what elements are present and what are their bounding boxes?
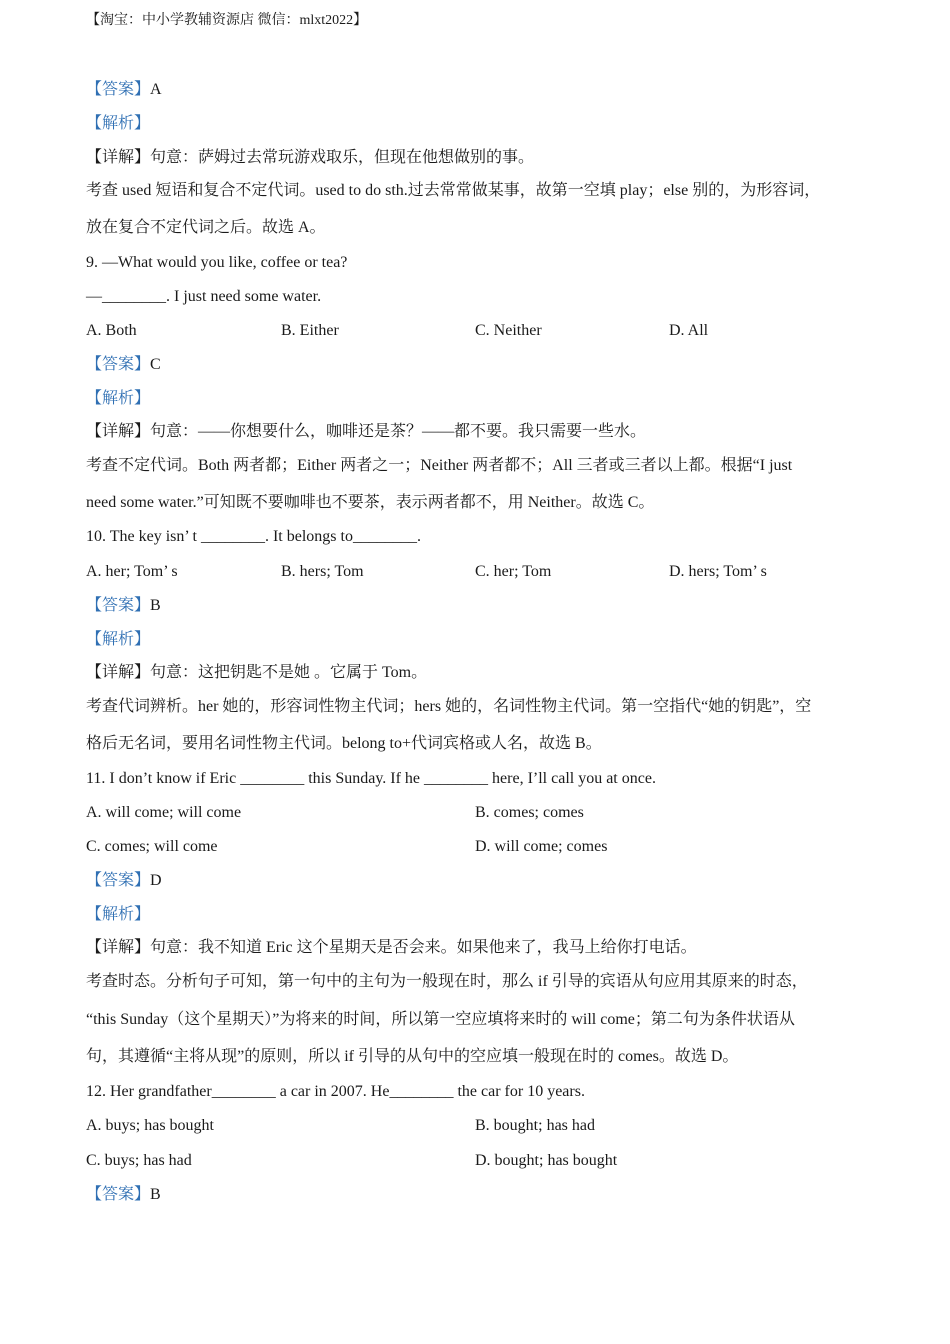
q10-option-b: B. hers; Tom bbox=[281, 563, 364, 580]
analysis-label-q10: 【解析】 bbox=[86, 631, 151, 648]
answer-label: 【答案】 bbox=[86, 81, 151, 98]
question-9-stem: 9. —What would you like, coffee or tea? bbox=[86, 254, 348, 271]
explain-q9-1: 考查不定代词。Both 两者都；Either 两者之一；Neither 两者都不；All 三者或三者以上都。根据“I just bbox=[86, 457, 793, 474]
detail-q11: 【详解】句意：我不知道 Eric 这个星期天是否会来。如果他来了，我马上给你打电话。 bbox=[86, 939, 697, 956]
q9-option-a: A. Both bbox=[86, 322, 137, 339]
q10-option-a: A. her; Tom’ s bbox=[86, 563, 178, 580]
explain-q10-2: 格后无名词，要用名词性物主代词。belong to+代词宾格或人名，故选 B。 bbox=[86, 735, 602, 752]
answer-label: 【答案】 bbox=[86, 1186, 151, 1203]
detail-q9: 【详解】句意：——你想要什么，咖啡还是茶？——都不要。我只需要一些水。 bbox=[86, 423, 647, 440]
analysis-label-q8: 【解析】 bbox=[86, 115, 151, 132]
page-header: 【淘宝：中小学教辅资源店 微信：mlxt2022】 bbox=[86, 13, 368, 28]
answer-line-q11 bbox=[86, 870, 162, 892]
answer-value: A bbox=[150, 81, 162, 98]
explain-q11-2: “this Sunday（这个星期天）”为将来的时间，所以第一空应填将来时的 will come；第二句为条件状语从 bbox=[86, 1011, 795, 1028]
answer-value: C bbox=[150, 356, 161, 373]
answer-label: 【答案】 bbox=[86, 597, 151, 614]
explain-q11-3: 句，其遵循“主将从现”的原则，所以 if 引导的从句中的空应填一般现在时的 comes。故选 D。 bbox=[86, 1048, 739, 1065]
q10-option-c: C. her; Tom bbox=[475, 563, 552, 580]
q11-option-c: C. comes; will come bbox=[86, 838, 218, 855]
q11-option-b: B. comes; comes bbox=[475, 804, 584, 821]
q11-option-d: D. will come; comes bbox=[475, 838, 608, 855]
answer-value: D bbox=[150, 872, 162, 889]
answer-label: 【答案】 bbox=[86, 872, 151, 889]
answer-line-q9 bbox=[86, 354, 161, 376]
question-10-stem: 10. The key isn’ t ________. It belongs to________. bbox=[86, 528, 421, 545]
question-12-stem: 12. Her grandfather________ a car in 2007. He________ the car for 10 years. bbox=[86, 1083, 585, 1100]
answer-line-q12 bbox=[86, 1184, 161, 1206]
q12-option-b: B. bought; has had bbox=[475, 1117, 595, 1134]
answer-value: B bbox=[150, 597, 161, 614]
answer-line-q10 bbox=[86, 595, 161, 617]
answer-label: 【答案】 bbox=[86, 356, 151, 373]
q11-option-a: A. will come; will come bbox=[86, 804, 242, 821]
explain-q9-2: need some water.”可知既不要咖啡也不要茶，表示两者都不，用 Neither。故选 C。 bbox=[86, 494, 655, 511]
q12-option-c: C. buys; has had bbox=[86, 1152, 192, 1169]
analysis-label-q9: 【解析】 bbox=[86, 390, 151, 407]
question-9-stem-2: —________. I just need some water. bbox=[86, 288, 322, 305]
explain-q8-1: 考查 used 短语和复合不定代词。used to do sth.过去常常做某事，故第一空填 play；else 别的，为形容词， bbox=[86, 182, 821, 199]
explain-q11-1: 考查时态。分析句子可知，第一句中的主句为一般现在时，那么 if 引导的宾语从句应用其原来的时态， bbox=[86, 973, 808, 990]
detail-q10: 【详解】句意：这把钥匙不是她 。它属于 Tom。 bbox=[86, 664, 428, 681]
q9-option-c: C. Neither bbox=[475, 322, 542, 339]
q9-option-d: D. All bbox=[669, 322, 709, 339]
q9-option-b: B. Either bbox=[281, 322, 339, 339]
explain-q10-1: 考查代词辨析。her 她的，形容词性物主代词；hers 她的，名词性物主代词。第一空指代“她的钥匙”，空 bbox=[86, 698, 812, 715]
answer-line-q8 bbox=[86, 79, 162, 101]
explain-q8-2: 放在复合不定代词之后。故选 A。 bbox=[86, 219, 326, 236]
answer-value: B bbox=[150, 1186, 161, 1203]
analysis-label-q11: 【解析】 bbox=[86, 906, 151, 923]
q12-option-d: D. bought; has bought bbox=[475, 1152, 618, 1169]
q10-option-d: D. hers; Tom’ s bbox=[669, 563, 767, 580]
q12-option-a: A. buys; has bought bbox=[86, 1117, 214, 1134]
detail-q8: 【详解】句意：萨姆过去常玩游戏取乐，但现在他想做别的事。 bbox=[86, 149, 535, 166]
question-11-stem: 11. I don’t know if Eric ________ this Sunday. If he ________ here, I’ll call you at once. bbox=[86, 770, 656, 787]
